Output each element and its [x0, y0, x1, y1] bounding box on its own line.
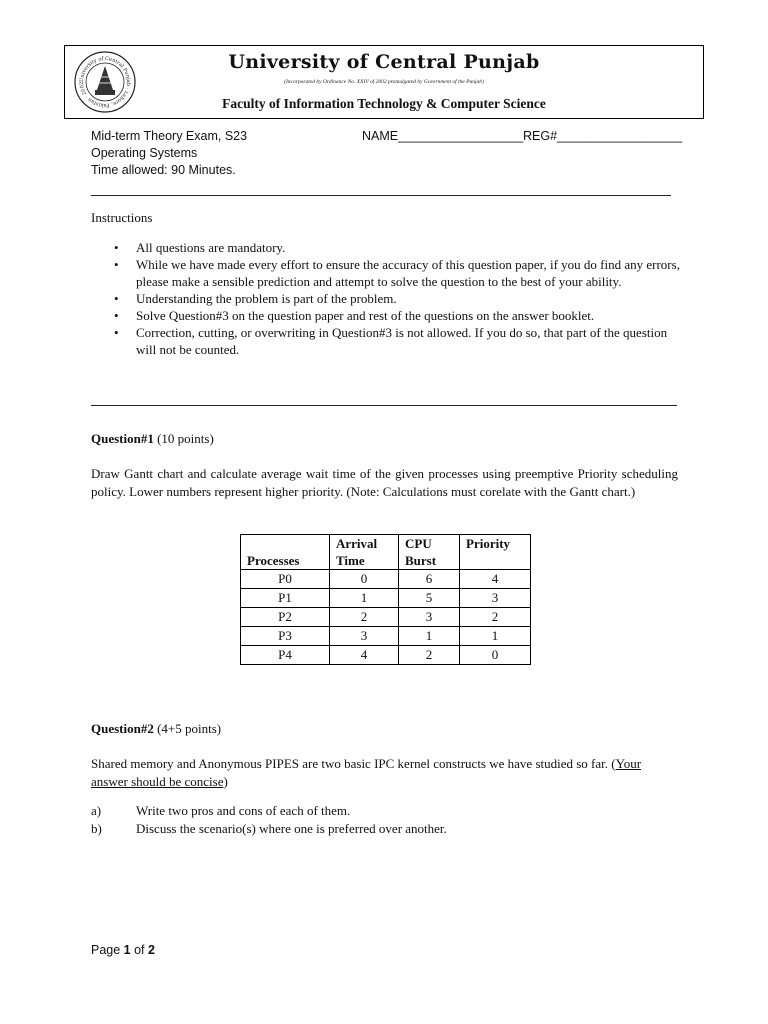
page-current: 1: [123, 943, 131, 957]
page-prefix: Page: [91, 943, 124, 957]
table-row: [241, 570, 531, 589]
table-cell: 1: [330, 589, 399, 608]
table-cell: 5: [399, 589, 460, 608]
time-allowed: Time allowed: 90 Minutes.: [91, 163, 236, 177]
table-cell: 3: [399, 608, 460, 627]
reg-field[interactable]: REG#__________________: [523, 129, 683, 143]
option-b-text: Discuss the scenario(s) where one is preferred over another.: [136, 821, 447, 836]
table-cell: 3: [330, 627, 399, 646]
divider-line: [91, 195, 671, 196]
table-row: [241, 627, 531, 646]
table-cell: 4: [330, 646, 399, 665]
table-cell: 1: [460, 627, 531, 646]
list-item: • While we have made every effort to ensure the accuracy of this question paper, if you do find any errors, please make a sensible prediction and attempt to solve the question to the best of your ability.: [112, 256, 682, 290]
table-header: Arrival Time: [330, 535, 399, 570]
table-row: [241, 646, 531, 665]
page-of: of: [130, 943, 148, 957]
table-row: [241, 589, 531, 608]
course-name: Operating Systems: [91, 146, 198, 160]
list-item: • Correction, cutting, or overwriting in Question#3 is not allowed. If you do so, that part of the question will not be counted.: [112, 324, 682, 358]
concise-note: Your answer should be concise: [91, 756, 642, 789]
table-header: Priority: [460, 535, 531, 570]
table-cell: 2: [330, 608, 399, 627]
table-header: CPU Burst: [399, 535, 460, 570]
table-cell: 3: [460, 589, 531, 608]
question-1-text: Draw Gantt chart and calculate average wait time of the given processes using preemptive Priority scheduling policy. Lower numbers represent higher priority. (Note: Calculations must corelate with the Gantt chart.): [91, 466, 678, 499]
list-item: • Understanding the problem is part of the problem.: [112, 290, 682, 307]
table-cell: 1: [399, 627, 460, 646]
table-cell: 0: [460, 646, 531, 665]
option-b-label: b): [91, 821, 102, 836]
table-cell: 2: [460, 608, 531, 627]
incorporation-note: (Incorporated by Ordinance No. XXIV of 2002 promulgated by Government of the Punjab): [284, 79, 484, 85]
table-cell: 2: [399, 646, 460, 665]
question-2-points: (4+5 points): [157, 721, 222, 736]
question-1-points: (10 points): [157, 431, 214, 446]
option-a-text: Write two pros and cons of each of them.: [136, 803, 351, 818]
table-cell: P4: [241, 646, 330, 665]
list-item: • Solve Question#3 on the question paper and rest of the questions on the answer booklet.: [112, 307, 682, 324]
question-2-text-end: ): [223, 774, 228, 789]
table-header: Processes: [241, 535, 330, 570]
table-cell: 6: [399, 570, 460, 589]
instructions-list: [112, 239, 682, 358]
table-cell: P2: [241, 608, 330, 627]
question-2-text-main: Shared memory and Anonymous PIPES are two basic IPC kernel constructs we have studied so far. (: [91, 756, 616, 771]
name-field[interactable]: NAME__________________: [362, 129, 524, 143]
table-cell: 0: [330, 570, 399, 589]
exam-title: Mid-term Theory Exam, S23: [91, 129, 248, 143]
page-total: 2: [148, 943, 155, 957]
process-table: [240, 534, 531, 665]
option-a-label: a): [91, 803, 102, 818]
table-cell: P1: [241, 589, 330, 608]
table-cell: P0: [241, 570, 330, 589]
instructions-heading: Instructions: [91, 210, 153, 225]
university-header: [64, 45, 704, 119]
table-row: [241, 608, 531, 627]
faculty-name: Faculty of Information Technology & Computer Science: [222, 96, 546, 111]
question-1-heading: [91, 431, 214, 447]
seal-text: University of Central Punjab · Lahore, Pakistan · 2002: [78, 55, 132, 109]
question-2-heading: [91, 721, 221, 737]
question-1-title: Question#1: [91, 431, 154, 446]
page-number: [91, 943, 155, 957]
university-name: University of Central Punjab: [228, 51, 540, 73]
list-item: • All questions are mandatory.: [112, 239, 682, 256]
table-cell: P3: [241, 627, 330, 646]
divider-line: [91, 405, 677, 406]
table-cell: 4: [460, 570, 531, 589]
question-2-text: [91, 755, 678, 791]
question-2-title: Question#2: [91, 721, 154, 736]
